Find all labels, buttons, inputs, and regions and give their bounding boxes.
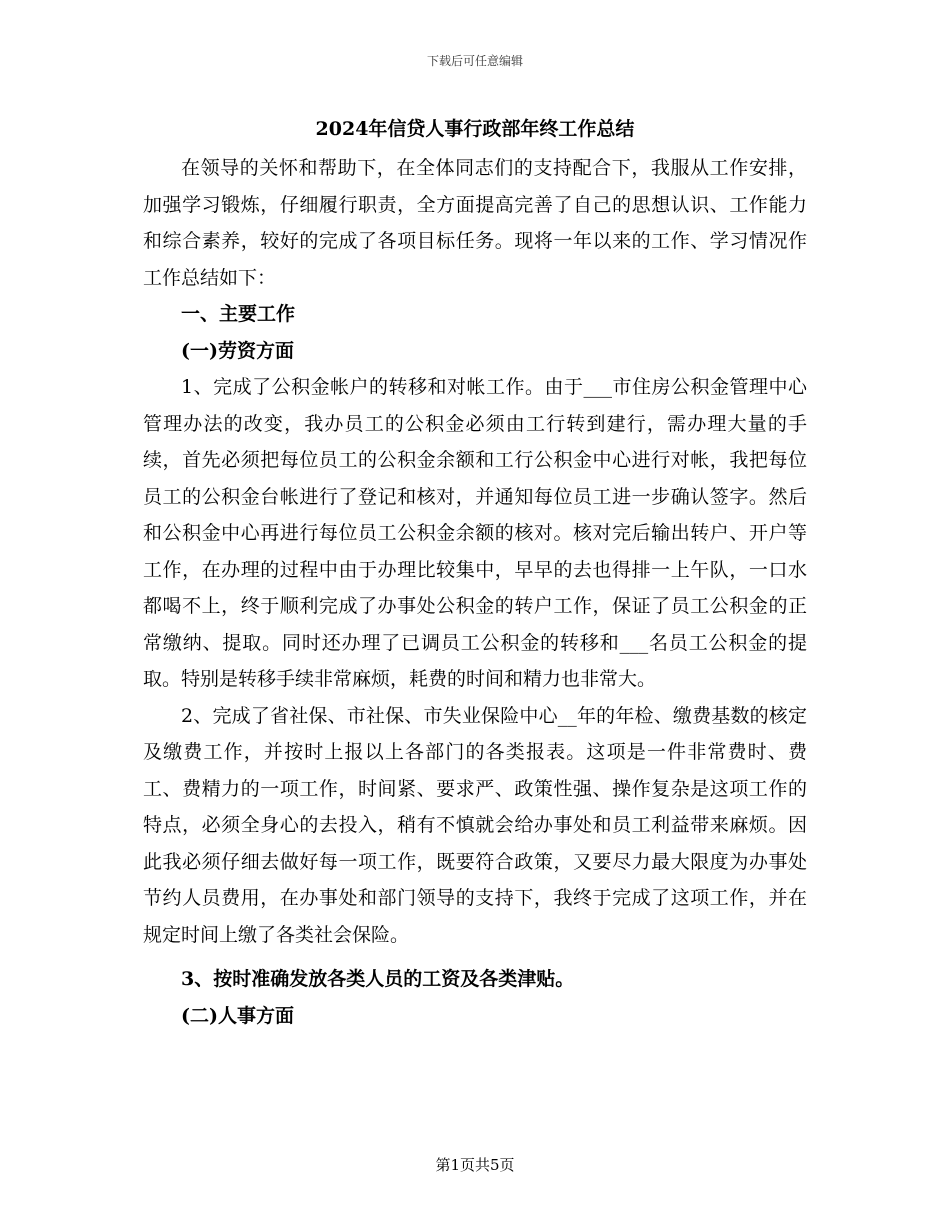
paragraph-item-1: 1、完成了公积金帐户的转移和对帐工作。由于___市住房公积金管理中心管理办法的改变，我办员工的公积金必须由工行转到建行，需办理大量的手续，首先必须把每位员工的公积金余额和工行公积金中心进行对帐，我把每位员工的公积金台帐进行了登记和核对，并通知每位员工进一步确认签字。然后和公积金中心再进行每位员工公积金余额的核对。核对完后输出转户、开户等工作，在办理的过程中由于办理比较集中，早早的去也得排一上午队，一口水都喝不上，终于顺利完成了办事处公积金的转户工作，保证了员工公积金的正常缴纳、提取。同时还办理了已调员工公积金的转移和___名员工公积金的提取。特别是转移手续非常麻烦，耗费的时间和精力也非常大。: [143, 376, 807, 690]
document-body: [143, 150, 807, 1034]
section-heading-main-work: 一、主要工作: [181, 303, 296, 325]
subsection-heading-personnel: (二)人事方面: [181, 1004, 294, 1027]
paragraph-item-2: 2、完成了省社保、市社保、市失业保险中心__年的年检、缴费基数的核定及缴费工作，并按时上报以上各部门的各类报表。这项是一件非常费时、费工、费精力的一项工作，时间紧、要求严、政策性强、操作复杂是这项工作的特点，必须全身心的去投入，稍有不慎就会给办事处和员工利益带来麻烦。因此我必须仔细去做好每一项工作，既要符合政策，又要尽力最大限度为办事处节约人员费用，在办事处和部门领导的支持下，我终于完成了这项工作，并在规定时间上缴了各类社会保险。: [143, 704, 807, 946]
document-title: 2024年信贷人事行政部年终工作总结: [315, 118, 635, 140]
paragraph-item-3: 3、按时准确发放各类人员的工资及各类津贴。: [181, 968, 575, 990]
intro-paragraph: 在领导的关怀和帮助下，在全体同志们的支持配合下，我服从工作安排，加强学习锻炼，仔细履行职责，全方面提高完善了自己的思想认识、工作能力和综合素养，较好的完成了各项目标任务。现将一年以来的工作、学习情况作工作总结如下：: [143, 157, 807, 289]
subsection-heading-labor: (一)劳资方面: [181, 339, 294, 362]
page-header: 下载后可任意编辑: [426, 54, 523, 68]
page-number-footer: 第1页共5页: [435, 1156, 515, 1174]
